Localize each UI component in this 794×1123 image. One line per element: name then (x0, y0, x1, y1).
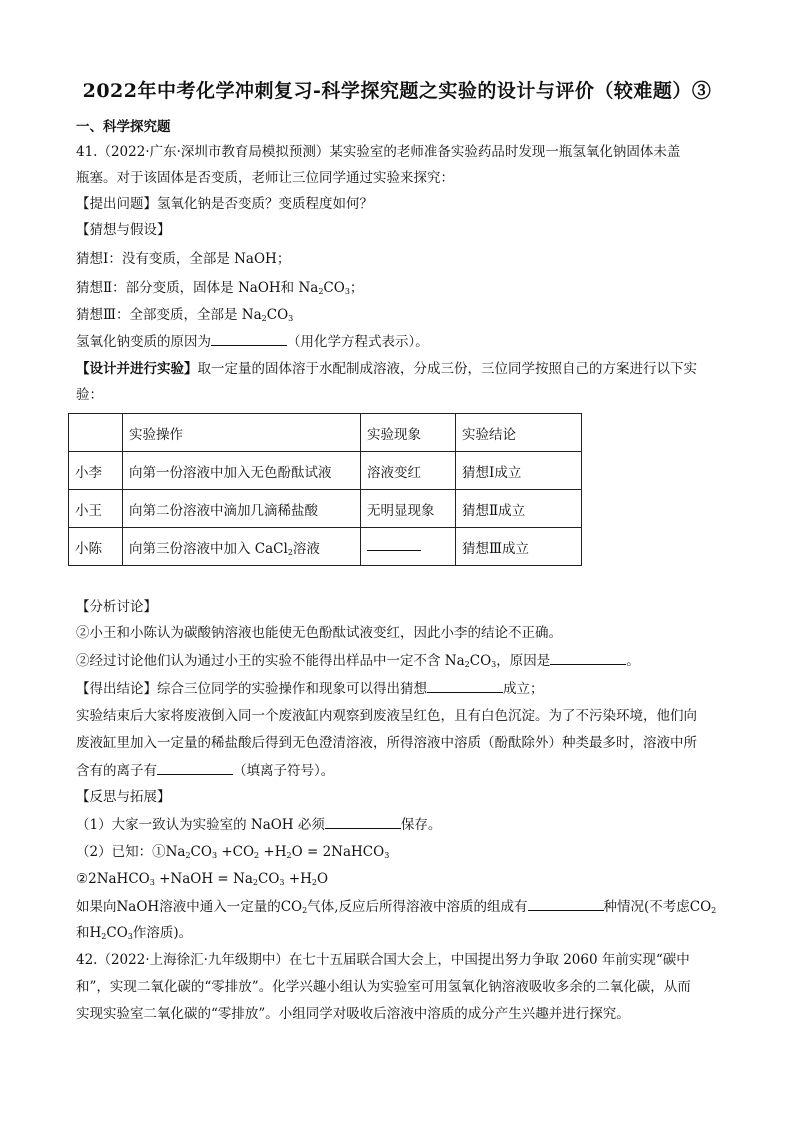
table-cell-phenomenon: 溶液变红 (361, 452, 456, 490)
experiment-table (68, 413, 582, 566)
subscript: 2 (711, 906, 717, 915)
raise-text: 氢氧化钠是否变质？变质程度如何？ (157, 196, 373, 212)
subscript: 2 (101, 932, 107, 941)
design-line (76, 360, 726, 378)
table-row (69, 528, 582, 566)
table-header-cell: 实验操作 (123, 414, 361, 452)
subscript: 2 (185, 851, 191, 860)
guess-2-text: ； (349, 280, 364, 296)
reflect-label: 【反思与拓展】 (76, 789, 171, 805)
after-line2: 废液缸里加入一定量的稀盐酸后得到无色澄清溶液，所得溶液中溶质（酚酞除外）种类最多时，溶液中所 (76, 735, 697, 751)
extra-text: CO (106, 925, 128, 941)
design-label: 【设计并进行实验】 (76, 361, 198, 377)
answer-blank[interactable] (211, 332, 287, 346)
table-header-row (69, 414, 582, 452)
after-line1: 实验结束后大家将废液倒入同一个废液缸内观察到废液呈红色，且有白色沉淀。为了不污染环境，他们向 (76, 708, 697, 724)
analysis-2-text: 。 (626, 653, 640, 669)
analysis-1: ②小王和小陈认为碳酸钠溶液也能使无色酚酞试液变红，因此小李的结论不正确。 (76, 625, 562, 641)
guess-2-text: 猜想Ⅱ：部分变质，固体是 NaOH和 Na (76, 280, 319, 296)
equation-text: O (316, 871, 329, 887)
reason-line (76, 332, 726, 351)
table-header-cell (69, 414, 123, 452)
extra-text: 气体,反应后所得溶液中溶质的组成有 (307, 899, 528, 915)
equation-text: CO (190, 844, 212, 860)
subscript: 2 (311, 878, 317, 887)
subscript: 3 (288, 314, 294, 323)
equation-text: CO (257, 871, 280, 887)
answer-blank[interactable] (528, 897, 604, 911)
subscript: 3 (344, 287, 350, 296)
subscript: 2 (254, 851, 260, 860)
equation-text: +H (259, 844, 287, 860)
reason-text: 氢氧化钠变质的原因为 (76, 334, 211, 350)
guess-3-text: 猜想Ⅲ：全部变质，全部是 Na (76, 307, 262, 323)
extra-text: 和H (76, 925, 102, 941)
table-cell-conclusion: 猜想Ⅱ成立 (456, 490, 582, 528)
table-row (69, 452, 582, 490)
reflect-2-equation2 (76, 870, 726, 888)
analysis-2-text: ②经过讨论他们认为通过小王的实验不能得出样品中一定不含 Na (76, 653, 465, 669)
table-cell-conclusion: 猜想Ⅰ成立 (456, 452, 582, 490)
table-header-cell: 实验结论 (456, 414, 582, 452)
subscript: 2 (302, 906, 308, 915)
subscript: 3 (149, 878, 155, 887)
guess-3 (76, 306, 726, 324)
analysis-2 (76, 651, 726, 670)
guess-label: 【猜想与假设】 (76, 222, 171, 238)
extra-line1 (76, 897, 726, 916)
q42-line3: 实现实验室二氧化碳的“零排放”。小组同学对吸收后溶液中溶质的成分产生兴趣并进行探究。 (76, 1006, 630, 1022)
subscript: 2 (286, 851, 292, 860)
subscript: 2 (287, 547, 293, 557)
conclusion-label: 【得出结论】 (76, 681, 157, 697)
subscript: 3 (211, 851, 218, 860)
raise-label: 【提出问题】 (76, 196, 157, 212)
equation-text: O = 2NaHCO (291, 844, 385, 860)
guess-2 (76, 279, 726, 297)
reflect-2-equation1 (76, 843, 726, 861)
reflect-text: （1）大家一致认为实验室的 NaOH 必须 (76, 817, 325, 833)
after-line3 (76, 761, 726, 780)
q42-line1: 42.（2022·上海徐汇·九年级期中）在七十五届联合国大会上，中国提出努力争取 2060 年前实现“碳中 (76, 952, 690, 968)
answer-blank[interactable] (550, 651, 626, 665)
table-cell-phenomenon (361, 528, 456, 566)
guess-3-text: CO (266, 307, 289, 323)
table-cell-operation: 向第一份溶液中加入无色酚酞试液 (123, 452, 361, 490)
subscript: 3 (491, 660, 497, 669)
design-text: 取一定量的固体溶于水配制成溶液，分成三份，三位同学按照自己的方案进行以下实 (197, 361, 697, 377)
extra-text: 作溶质)。 (132, 925, 193, 941)
extra-text: 如果向NaOH溶液中通入一定量的CO (76, 899, 303, 915)
equation-text: （2）已知：①Na (76, 844, 186, 860)
q42-line2: 和”，实现二氧化碳的“零排放”。化学兴趣小组认为实验室可用氢氧化钠溶液吸收多余的二氧化碳，从而 (76, 979, 691, 995)
analysis-2-text: CO (469, 653, 492, 669)
after-text: （填离子符号）。 (233, 763, 335, 779)
equation-text: +H (284, 871, 312, 887)
guess-1: 猜想Ⅰ：没有变质，全部是 NaOH； (76, 251, 291, 267)
analysis-label: 【分析讨论】 (76, 599, 157, 615)
conclusion-text: 成立； (503, 681, 544, 697)
table-cell-name: 小李 (69, 452, 123, 490)
subscript: 3 (127, 932, 133, 941)
q41-intro-line1: 41.（2022·广东·深圳市教育局模拟预测）某实验室的老师准备实验药品时发现一瓶氢氧化钠固体未盖 (76, 144, 681, 160)
reflect-text: 保存。 (400, 817, 442, 833)
answer-blank[interactable] (325, 815, 401, 829)
guess-2-text: CO (323, 280, 345, 296)
after-text: 含有的离子有 (76, 763, 157, 779)
reason-text: （用化学方程式表示）。 (287, 334, 429, 350)
table-header-cell: 实验现象 (361, 414, 456, 452)
extra-text: 种情况(不考虑CO (603, 899, 712, 915)
design-line2: 验： (76, 387, 103, 403)
table-cell-operation: 向第二份溶液中滴加几滴稀盐酸 (123, 490, 361, 528)
reflect-1 (76, 815, 726, 834)
equation-text: +NaOH = Na (154, 871, 253, 887)
subscript: 2 (261, 314, 267, 323)
table-row (69, 490, 582, 528)
conclusion-line (76, 679, 726, 698)
equation-text: +CO (217, 844, 255, 860)
q41-intro-line2: 瓶塞。对于该固体是否变质，老师让三位同学通过实验来探究： (76, 170, 454, 186)
equation-text: ②2NaHCO (76, 871, 150, 887)
extra-line2 (76, 924, 726, 942)
answer-blank[interactable] (157, 761, 233, 775)
operation-text: 溶液 (292, 540, 320, 557)
subscript: 2 (464, 660, 470, 669)
conclusion-text: 综合三位同学的实验操作和现象可以得出猜想 (157, 681, 427, 697)
section-heading: 一、科学探究题 (76, 119, 171, 135)
table-cell-conclusion: 猜想Ⅲ成立 (456, 528, 582, 566)
q41-raise-question (76, 195, 726, 213)
subscript: 3 (279, 878, 285, 887)
analysis-2-text: ，原因是 (496, 653, 551, 669)
subscript: 3 (384, 851, 390, 860)
answer-blank[interactable] (367, 538, 421, 551)
subscript: 2 (252, 878, 258, 887)
operation-text: 向第三份溶液中加入 CaCl (129, 540, 288, 557)
answer-blank[interactable] (427, 679, 503, 693)
table-cell-phenomenon: 无明显现象 (361, 490, 456, 528)
table-cell-name: 小王 (69, 490, 123, 528)
page-title: 2022年中考化学冲刺复习-科学探究题之实验的设计与评价（较难题）③ (82, 80, 712, 102)
table-cell-operation (123, 528, 361, 566)
subscript: 2 (318, 287, 324, 296)
table-cell-name: 小陈 (69, 528, 123, 566)
